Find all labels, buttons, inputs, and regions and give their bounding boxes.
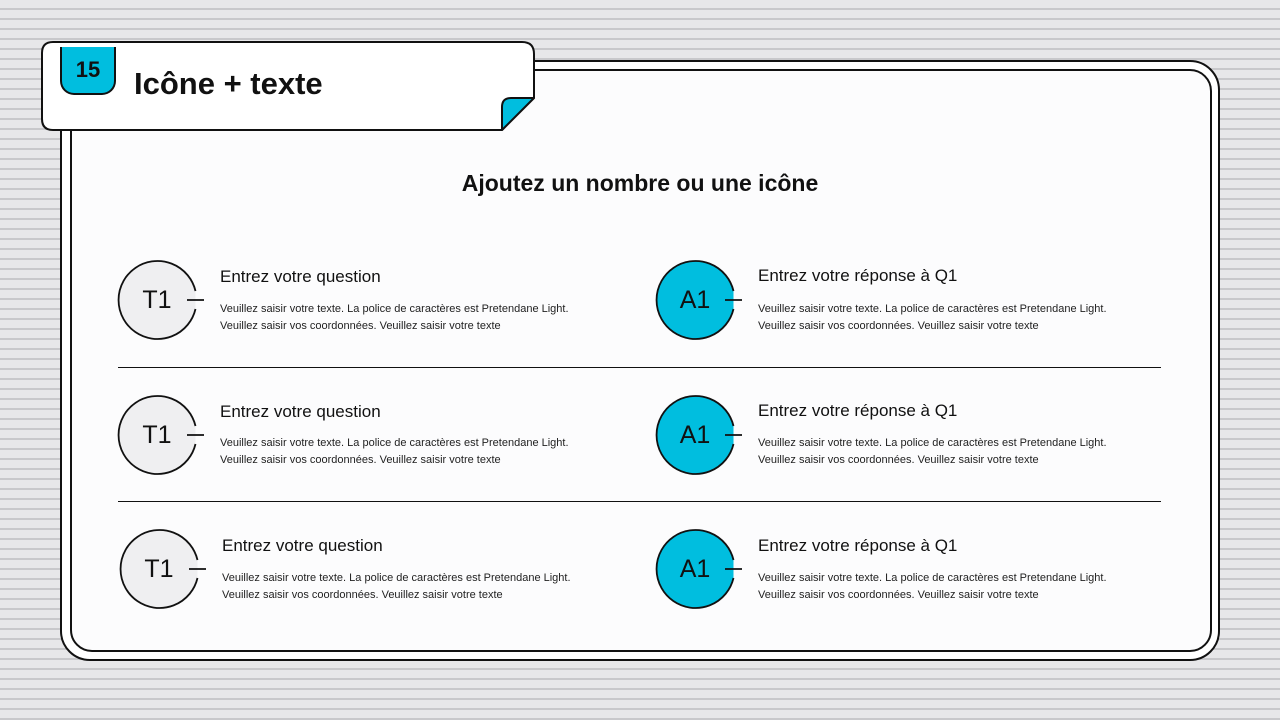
slide-frame-inner xyxy=(70,69,1212,652)
answer-body xyxy=(758,570,1158,604)
question-body-line: Veuillez saisir vos coordonnées. Veuillez saisir votre texte xyxy=(220,320,501,332)
question-body xyxy=(220,301,620,335)
section-subtitle: Ajoutez un nombre ou une icône xyxy=(461,170,819,196)
answer-heading: Entrez votre réponse à Q1 xyxy=(758,266,958,285)
answer-body-line: Veuillez saisir vos coordonnées. Veuillez saisir votre texte xyxy=(758,454,1039,466)
question-badge-label: T1 xyxy=(142,285,172,314)
answer-body-line: Veuillez saisir votre texte. La police de caractères est Pretendane Light. xyxy=(758,303,1107,315)
question-body xyxy=(220,435,620,469)
question-heading: Entrez votre question xyxy=(222,536,383,555)
answer-body xyxy=(758,435,1158,469)
folded-corner-icon xyxy=(502,98,534,130)
question-body-line: Veuillez saisir votre texte. La police de caractères est Pretendane Light. xyxy=(222,572,571,584)
answer-badge-label: A1 xyxy=(679,420,711,449)
question-heading: Entrez votre question xyxy=(220,402,381,421)
question-heading: Entrez votre question xyxy=(220,267,381,286)
answer-heading: Entrez votre réponse à Q1 xyxy=(758,536,958,555)
answer-body-line: Veuillez saisir votre texte. La police de caractères est Pretendane Light. xyxy=(758,572,1107,584)
question-body xyxy=(222,570,622,604)
question-badge-label: T1 xyxy=(144,554,174,583)
question-body-line: Veuillez saisir vos coordonnées. Veuillez saisir votre texte xyxy=(222,589,503,601)
answer-badge-label: A1 xyxy=(679,285,711,314)
answer-body-line: Veuillez saisir votre texte. La police de caractères est Pretendane Light. xyxy=(758,437,1107,449)
answer-body-line: Veuillez saisir vos coordonnées. Veuillez saisir votre texte xyxy=(758,589,1039,601)
row-divider xyxy=(118,501,1161,502)
page-number: 15 xyxy=(75,57,101,82)
answer-badge-label: A1 xyxy=(679,554,711,583)
question-body-line: Veuillez saisir vos coordonnées. Veuillez saisir votre texte xyxy=(220,454,501,466)
page-number-badge xyxy=(60,47,116,95)
row-divider xyxy=(118,367,1161,368)
answer-body-line: Veuillez saisir vos coordonnées. Veuillez saisir votre texte xyxy=(758,320,1039,332)
question-body-line: Veuillez saisir votre texte. La police de caractères est Pretendane Light. xyxy=(220,303,569,315)
question-badge-label: T1 xyxy=(142,420,172,449)
page-title: Icône + texte xyxy=(134,66,323,101)
question-body-line: Veuillez saisir votre texte. La police de caractères est Pretendane Light. xyxy=(220,437,569,449)
answer-heading: Entrez votre réponse à Q1 xyxy=(758,401,958,420)
answer-body xyxy=(758,301,1158,335)
